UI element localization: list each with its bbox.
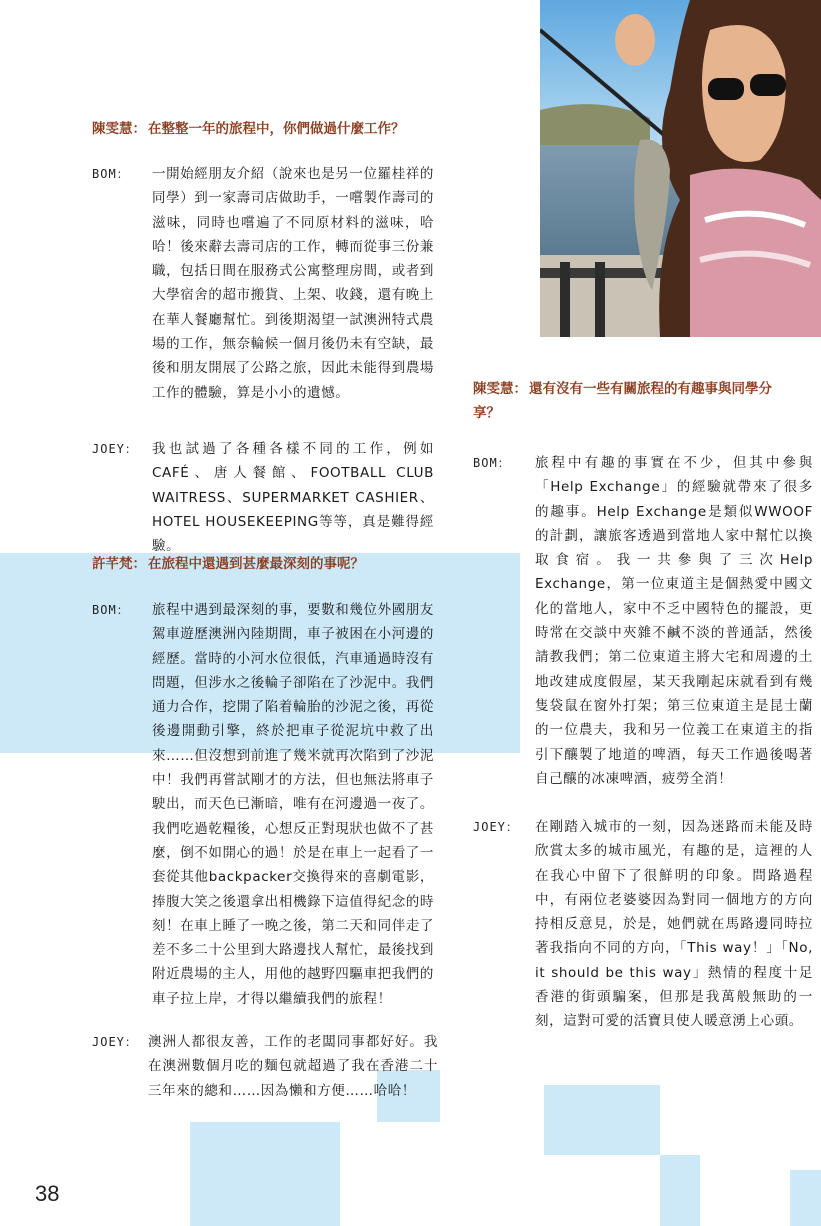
answer-2-2-text: 澳洲人都很友善，工作的老闆同事都好好。我在澳洲數個月吃的麵包就超過了我在香港二十三年來的總和……因為懶和方便……哈哈！ [148,1034,438,1099]
question-1-speaker: 陳雯慧： [92,121,146,137]
question-2 [92,552,512,576]
question-2-text: 在旅程中還遇到甚麼最深刻的事呢？ [148,556,364,572]
answer-3-1-text: 旅程中有趣的事實在不少，但其中參與「Help Exchange」的經驗就帶來了很多的趣事。Help Exchange是類似WWOOF的計劃，讓旅客透過到當地人家中幫忙以換取食宿。我一共參與了三次Help Exchange，第一位東道主是個熱愛中國文化的當地人，家中不乏中國特色的擺設，更時常在交談中夾雜不鹹不淡的普通話，然後請教我們；第二位東道主將大宅和周邊的土地改建成度假屋，某天我剛起床就看到有幾隻袋鼠在窗外打架；第三位東道主是昆士蘭的一位農夫，我和另一位義工在東道主的指引下釀製了地道的啤酒，每天工作過後喝著自己釀的冰凍啤酒，疲勞全消！ [535,455,813,787]
answer-1-2-text: 我也試過了各種各樣不同的工作，例如CAFÉ、唐人餐館、FOOTBALL CLUB WAITRESS、SUPERMARKET CASHIER、HOTEL HOUSEKEEPING等等，真是難得經驗。 [152,441,434,555]
photo-woman-holding-fish [540,0,821,337]
answer-1-1-text: 一開始經朋友介紹（說來也是另一位羅桂祥的同學）到一家壽司店做助手，一嚐製作壽司的滋味，同時也嚐遍了不同原材料的滋味，哈哈！後來辭去壽司店的工作，轉而從事三份兼職，包括日間在服務式公寓整理房間，或者到大學宿舍的超市搬貨、上架、收錢，還有晚上在華人餐廳幫忙。到後期渴望一試澳洲特式農場的工作，無奈輪候一個月後仍未有空缺，最後和朋友開展了公路之旅，因此未能得到農場工作的體驗，算是小小的遺憾。 [152,166,434,401]
question-3 [473,377,793,425]
decorative-block-bottom-left [190,1122,340,1226]
question-3-text: 還有沒有一些有關旅程的有趣事與同學分享？ [473,381,772,421]
answer-1-2-speaker: JOEY： [92,442,138,456]
decorative-block-corner [790,1170,821,1226]
decorative-block-mid-right [544,1085,660,1155]
answer-3-2-speaker: JOEY： [473,820,519,834]
answer-2-2-speaker: JOEY： [92,1035,138,1049]
question-3-speaker: 陳雯慧： [473,381,527,397]
question-1 [92,117,512,141]
page-number: 38 [35,1181,60,1206]
answer-2-1-text: 旅程中遇到最深刻的事，要數和幾位外國朋友駕車遊歷澳洲內陸期間，車子被困在小河邊的經歷。當時的小河水位很低，汽車通過時沒有問題，但涉水之後輪子卻陷在了沙泥中。我們通力合作，挖開了陷着輪胎的沙泥之後，再從後邊開動引擎，終於把車子從泥坑中救了出來……但沒想到前進了幾米就再次陷到了沙泥中！我們再嘗試剛才的方法，但也無法將車子駛出，而天色已漸暗，唯有在河邊過一夜了。我們吃過乾糧後，心想反正對現狀也做不了甚麼，倒不如開心的過！於是在車上一起看了一套從其他backpacker交換得來的喜劇電影，捧腹大笑之後還拿出相機錄下這值得紀念的時刻！在車上睡了一晚之後，第二天和同伴走了差不多二十公里到大路邊找人幫忙，最後找到附近農場的主人，用他的越野四驅車把我們的車子拉上岸，才得以繼續我們的旅程！ [152,602,434,1007]
photo-illustration [540,0,821,337]
answer-3-2-text: 在剛踏入城市的一刻，因為迷路而未能及時欣賞太多的城市風光，有趣的是，這裡的人在我心中留下了很鮮明的印象。問路過程中，有兩位老婆婆因為對同一個地方的方向持相反意見，於是，她們就在馬路邊同時拉著我指向不同的方向，「This way！」「No, it should be this way」熱情的程度十足香港的街頭騙案，但那是我萬般無助的一刻，這對可愛的活寶貝使人暖意湧上心頭。 [535,819,813,1030]
answer-1-1-speaker: BOM： [92,167,130,181]
question-1-text: 在整整一年的旅程中，你們做過什麼工作？ [148,121,405,137]
decorative-block-bottom-right [660,1155,700,1226]
answer-2-1-speaker: BOM： [92,603,130,617]
question-2-speaker: 許芊梵： [92,556,146,572]
answer-3-1-speaker: BOM： [473,456,511,470]
